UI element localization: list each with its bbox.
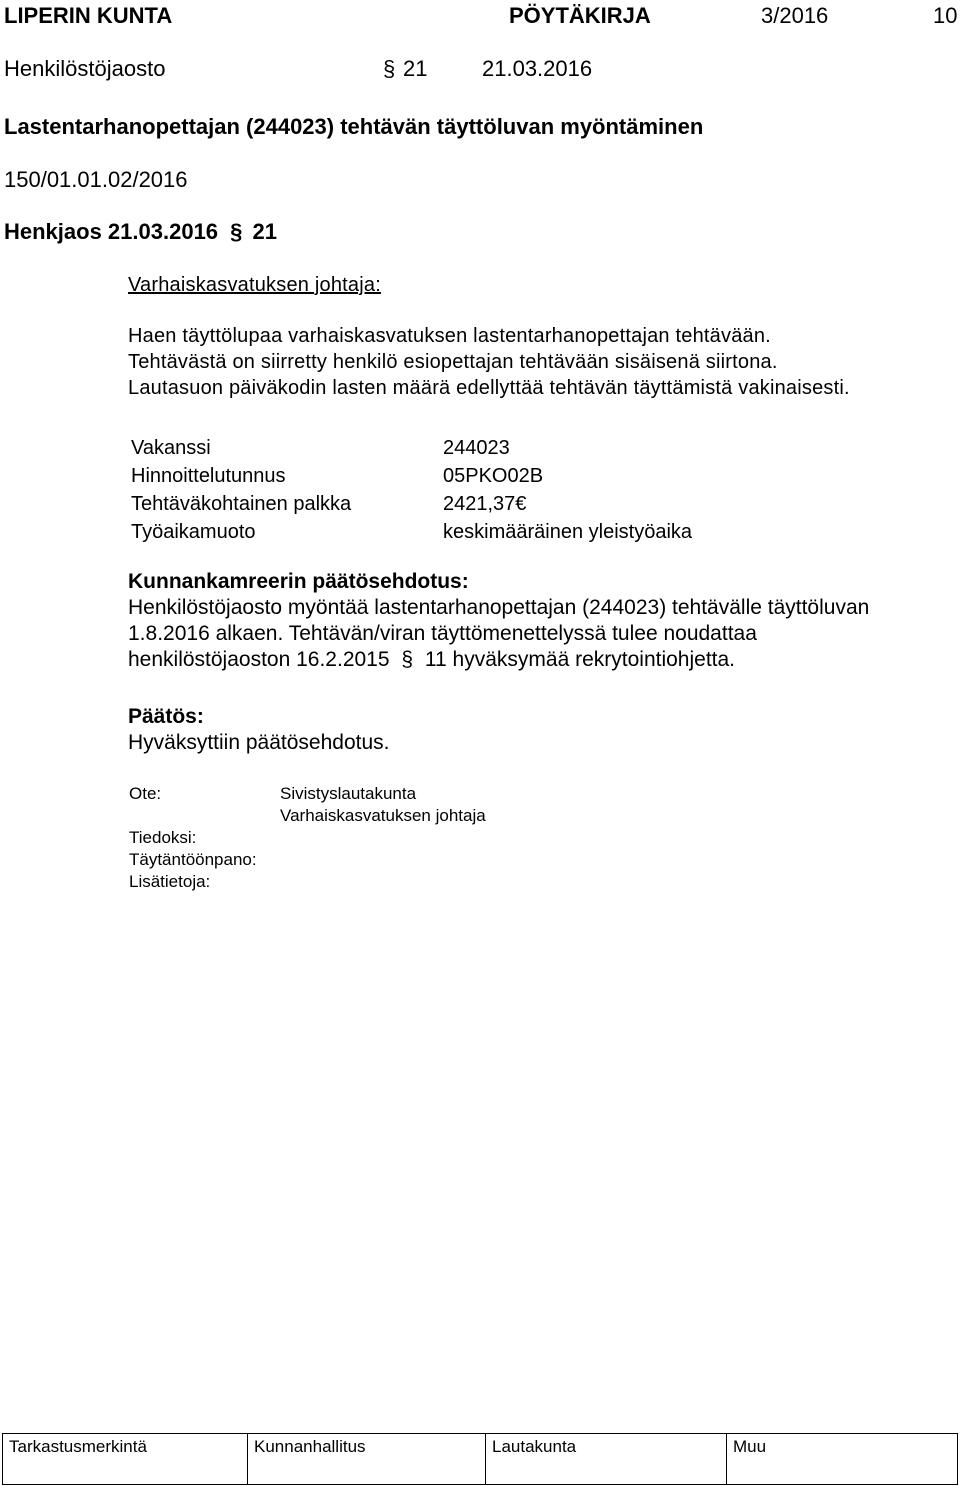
presenter-label: Varhaiskasvatuksen johtaja:	[128, 274, 381, 296]
decision-heading: Päätös:	[128, 705, 204, 728]
body-name: Henkilöstöjaosto	[4, 56, 166, 81]
municipality-name: LIPERIN KUNTA	[4, 3, 173, 28]
page-number: 10	[933, 3, 958, 28]
detail-label-vakanssi: Vakanssi	[131, 437, 211, 459]
page-title: Lastentarhanopettajan (244023) tehtävän täyttöluvan myöntäminen	[4, 114, 704, 139]
detail-value-vakanssi: 244023	[443, 437, 510, 459]
taytantoonpano-label: Täytäntöönpano:	[129, 850, 257, 869]
document-number: 3/2016	[761, 3, 829, 28]
distribution-values	[280, 783, 486, 827]
proposal-section-sign: §	[401, 648, 414, 671]
ote-recipient: Varhaiskasvatuksen johtaja	[280, 806, 486, 825]
decision-section	[128, 704, 389, 756]
distribution-labels	[129, 783, 257, 893]
section-sign: §	[383, 56, 396, 81]
detail-label-palkka: Tehtäväkohtainen palkka	[131, 493, 352, 515]
proposal-line: Henkilöstöjaosto myöntää lastentarhanopettajan (244023) tehtävälle täyttöluvan	[128, 596, 870, 619]
meeting-reference-text: Henkjaos 21.03.2016	[4, 219, 219, 244]
proposal-heading: Kunnankamreerin päätösehdotus:	[128, 570, 469, 593]
ote-recipient: Sivistyslautakunta	[280, 784, 417, 803]
proposal-section	[128, 569, 869, 673]
meeting-section-sign: §	[230, 219, 243, 244]
detail-value-tyoaikamuoto: keskimääräinen yleistyöaika	[443, 521, 693, 543]
detail-label-tyoaikamuoto: Työaikamuoto	[131, 521, 256, 543]
proposal-line: 1.8.2016 alkaen. Tehtävän/viran täyttömenettelyssä tulee noudattaa	[128, 622, 757, 645]
tiedoksi-label: Tiedoksi:	[129, 828, 197, 847]
footer-cell-kunnanhallitus: Kunnanhallitus	[248, 1434, 486, 1485]
details-values	[443, 434, 692, 546]
meeting-date: 21.03.2016	[482, 56, 593, 81]
footer-table	[2, 1433, 958, 1485]
section-number: 21	[403, 56, 428, 81]
details-labels	[131, 434, 351, 546]
body-line: Haen täyttölupaa varhaiskasvatuksen lastentarhanopettajan tehtävään.	[128, 325, 771, 347]
detail-label-hinnoittelutunnus: Hinnoittelutunnus	[131, 465, 286, 487]
lisatietoja-label: Lisätietoja:	[129, 872, 211, 891]
footer-cell-lautakunta: Lautakunta	[486, 1434, 727, 1485]
decision-text: Hyväksyttiin päätösehdotus.	[128, 731, 390, 754]
body-line: Lautasuon päiväkodin lasten määrä edellyttää tehtävän täyttämistä vakinaisesti.	[128, 377, 850, 399]
body-line: Tehtävästä on siirretty henkilö esiopettajan tehtävään sisäisenä siirtona.	[128, 351, 778, 373]
body-text	[128, 323, 850, 401]
detail-value-palkka: 2421,37€	[443, 493, 527, 515]
meeting-section-number: 21	[252, 219, 278, 244]
detail-value-hinnoittelutunnus: 05PKO02B	[443, 465, 544, 487]
document-type: PÖYTÄKIRJA	[509, 3, 651, 28]
proposal-line	[128, 647, 869, 673]
footer-cell-tarkastusmerkinta: Tarkastusmerkintä	[3, 1434, 248, 1485]
proposal-line3-rest: 11 hyväksymää rekrytointiohjetta.	[424, 648, 736, 671]
meeting-reference	[4, 219, 277, 245]
proposal-line3-text: henkilöstöjaoston 16.2.2015	[128, 648, 390, 671]
ote-label: Ote:	[129, 784, 162, 803]
reference-number: 150/01.01.02/2016	[4, 167, 188, 192]
footer-cell-muu: Muu	[727, 1434, 958, 1485]
